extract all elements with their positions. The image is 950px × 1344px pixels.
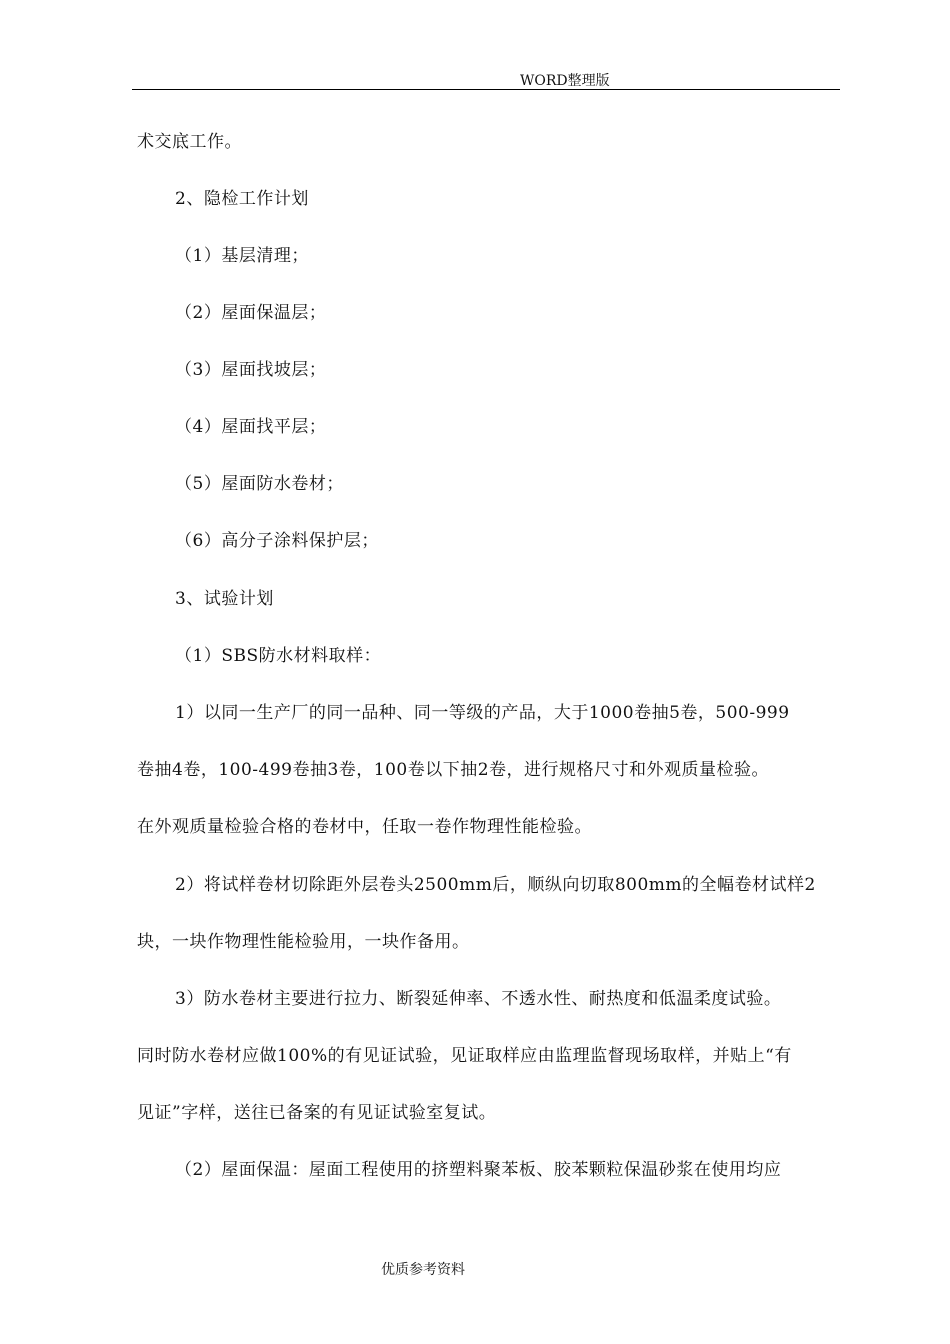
header-divider <box>132 89 840 90</box>
page-footer: 优质参考资料 <box>381 1262 465 1278</box>
paragraph-line: 术交底工作。 <box>137 132 242 152</box>
list-item: （4）屋面找平层； <box>175 417 327 437</box>
paragraph-line: 同时防水卷材应做100%的有见证试验，见证取样应由监理监督现场取样，并贴上“有 <box>137 1046 792 1066</box>
list-item: （5）屋面防水卷材； <box>175 474 344 494</box>
subsection-heading: （1）SBS防水材料取样： <box>175 646 382 666</box>
paragraph-line: 块，一块作物理性能检验用，一块作备用。 <box>137 932 470 952</box>
paragraph-line: （2）屋面保温：屋面工程使用的挤塑料聚苯板、胶苯颗粒保温砂浆在使用均应 <box>175 1160 782 1180</box>
paragraph-line: 3）防水卷材主要进行拉力、断裂延伸率、不透水性、耐热度和低温柔度试验。 <box>175 989 782 1009</box>
paragraph-line: 1）以同一生产厂的同一品种、同一等级的产品，大于1000卷抽5卷，500-999 <box>175 703 790 723</box>
list-item: （1）基层清理； <box>175 246 309 266</box>
list-item: （6）高分子涂料保护层； <box>175 531 379 551</box>
paragraph-line: 见证”字样，送往已备案的有见证试验室复试。 <box>137 1103 497 1123</box>
list-item: （3）屋面找坡层； <box>175 360 327 380</box>
paragraph-line: 2）将试样卷材切除距外层卷头2500mm后，顺纵向切取800mm的全幅卷材试样2 <box>175 875 816 895</box>
section-heading: 2、隐检工作计划 <box>175 189 309 209</box>
section-heading: 3、试验计划 <box>175 589 274 609</box>
list-item: （2）屋面保温层； <box>175 303 327 323</box>
paragraph-line: 卷抽4卷，100-499卷抽3卷，100卷以下抽2卷，进行规格尺寸和外观质量检验。 <box>137 760 770 780</box>
page-header: WORD整理版 <box>520 73 610 89</box>
paragraph-line: 在外观质量检验合格的卷材中，任取一卷作物理性能检验。 <box>137 817 592 837</box>
